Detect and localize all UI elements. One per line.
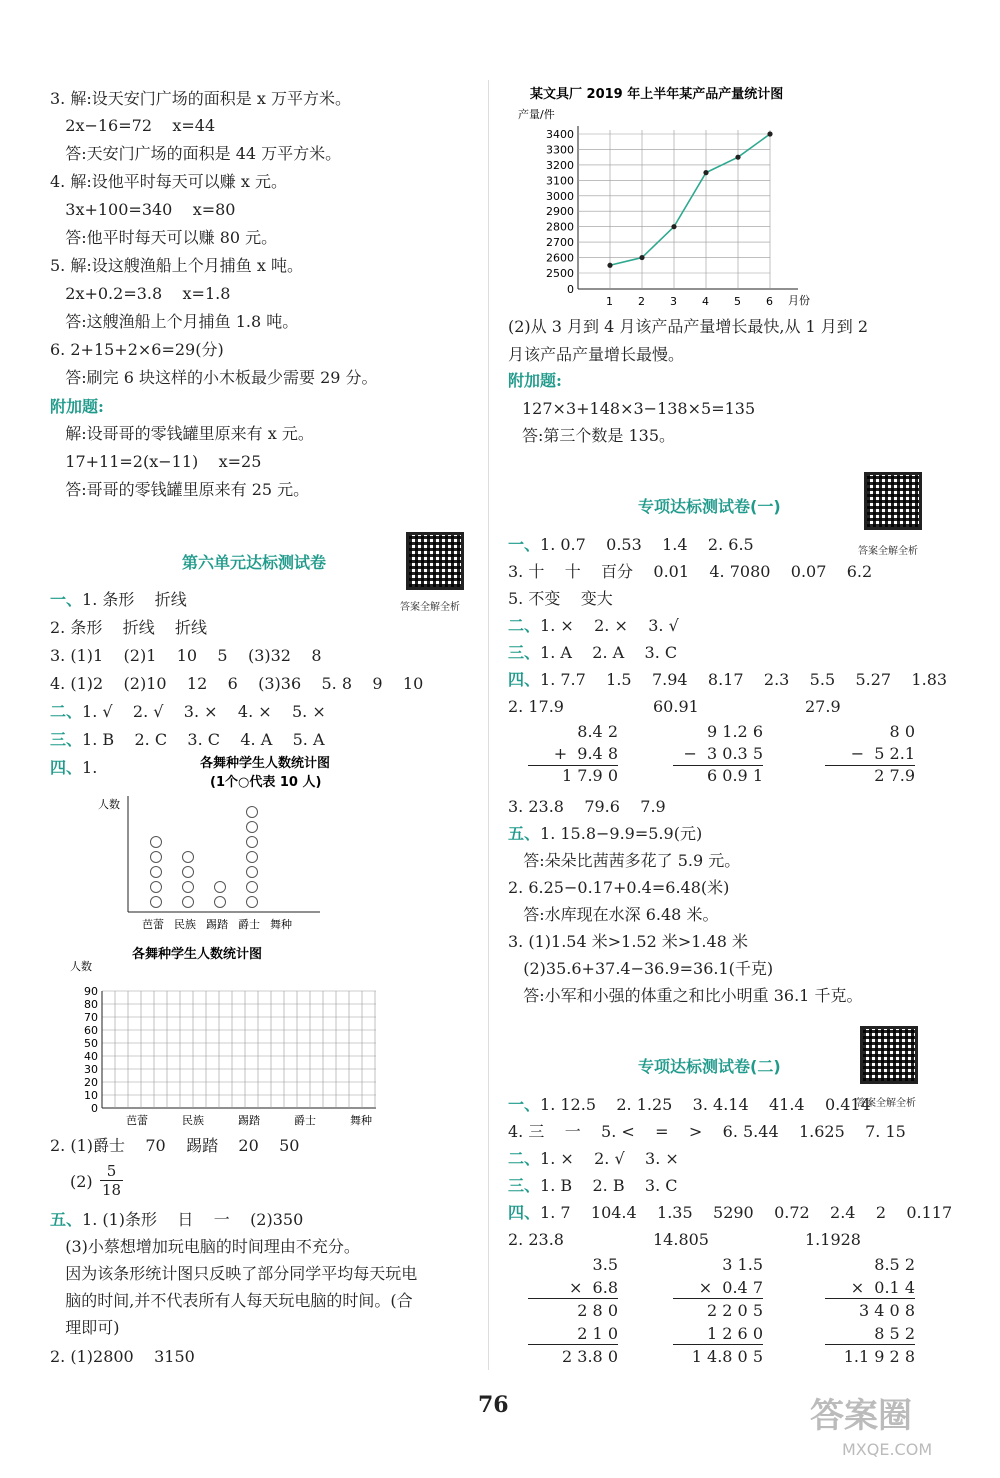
grid-category: 舞种	[350, 1114, 372, 1127]
line-chart-ytick: 2500	[546, 267, 574, 280]
right-answer-line: 五、1. 15.8−9.9=5.9(元)	[508, 824, 703, 843]
left-answer-line: 解:设哥哥的零钱罐里原来有 x 元。	[50, 424, 314, 443]
right-answer-line: 一、1. 0.7 0.53 1.4 2. 6.5	[508, 535, 754, 554]
left-answer-line: 答:他平时每天可以赚 80 元。	[50, 228, 278, 247]
pictograph-circle	[183, 852, 194, 863]
left-answer-line: 答:这艘渔船上个月捕鱼 1.8 吨。	[50, 312, 299, 331]
grid-ytick: 60	[84, 1024, 98, 1037]
right-answer-line: 2. 6.25−0.17+0.4=6.48(米)	[508, 878, 730, 897]
right-answer-line: 127×3+148×3−138×5=135	[522, 399, 756, 418]
right-answer-line: 四、1. 7.7 1.5 7.94 8.17 2.3 5.5 5.27 1.83	[508, 670, 948, 689]
pictograph-subtitle: (1个○代表 10 人)	[210, 775, 322, 790]
fujia-heading-right: 附加题:	[508, 371, 562, 390]
pictograph-circle	[247, 882, 258, 893]
right-answer-line: 3. 十 十 百分 0.01 4. 7080 0.07 6.2	[508, 562, 873, 581]
right-answer-line: 答:小军和小强的体重之和比小明重 36.1 千克。	[508, 986, 863, 1005]
calc-rule	[673, 1344, 763, 1345]
line-chart-xtick: 3	[670, 295, 677, 307]
calc-rule	[528, 1344, 618, 1345]
left-answer-line: 2x−16=72 x=44	[50, 116, 216, 135]
pictograph-circle	[183, 882, 194, 893]
right-answer-line: 1.1928	[805, 1230, 861, 1249]
fujia-heading: 附加题:	[50, 397, 104, 416]
vertical-calc-row: 8.5 2	[874, 1255, 915, 1274]
left-answer-line: 4. (1)2 (2)10 12 6 (3)36 5. 8 9 10	[50, 674, 424, 693]
line-chart-point	[767, 131, 772, 136]
column-divider	[488, 80, 489, 1370]
calc-rule	[673, 765, 763, 766]
grid-category: 踢踏	[238, 1114, 260, 1127]
line-chart-point	[703, 170, 708, 175]
line-chart-point	[671, 224, 676, 229]
pictograph-circle	[247, 897, 258, 908]
qr-label-test1: 答案全解全析	[858, 546, 918, 557]
right-answer-line: 三、1. B 2. B 3. C	[508, 1176, 678, 1195]
right-answer-line: 14.805	[653, 1230, 709, 1249]
right-answer-line: 一、1. 12.5 2. 1.25 3. 4.14 41.4 0.414	[508, 1095, 871, 1114]
vertical-calc-row: 3 1.5	[722, 1255, 763, 1274]
left-answer-line: 5. 解:设这艘渔船上个月捕鱼 x 吨。	[50, 256, 303, 275]
left-answer-line: 2. 条形 折线 折线	[50, 618, 208, 637]
left-answer-line: (2)	[70, 1172, 93, 1191]
right-answer-line: 三、1. A 2. A 3. C	[508, 643, 678, 662]
left-answer-line: 17+11=2(x−11) x=25	[50, 452, 262, 471]
vertical-calc-row: 8.4 2	[577, 722, 618, 741]
vertical-calc-row: 3 4 0 8	[859, 1301, 915, 1320]
line-chart-ytick: 3000	[546, 189, 574, 203]
pictograph-category: 民族	[174, 918, 196, 931]
pictograph-circle	[215, 882, 226, 893]
grid-ytick: 20	[84, 1076, 98, 1089]
calc-rule	[825, 1298, 915, 1299]
calc-rule	[528, 1298, 618, 1299]
line-chart-ytick: 2800	[546, 220, 574, 234]
grid-category: 爵士	[294, 1114, 316, 1127]
line-chart-xtick: 4	[702, 295, 709, 307]
fraction-numerator: 5	[106, 1162, 117, 1180]
pictograph-circle	[247, 852, 258, 863]
line-chart-ytick: 2600	[546, 251, 574, 265]
vertical-calc-row: 3.5	[592, 1255, 618, 1274]
grid-ytick: 90	[84, 985, 98, 998]
line-chart-point	[735, 155, 740, 160]
left-answer-line: 二、1. √ 2. √ 3. × 4. × 5. ×	[50, 702, 326, 721]
grid-ytick: 30	[84, 1063, 98, 1076]
bar-grid-chart	[50, 942, 390, 1132]
pictograph-chart	[90, 752, 350, 932]
right-answer-line: 答:第三个数是 135。	[522, 426, 676, 445]
line-chart-point	[639, 255, 644, 260]
pictograph-circle	[247, 837, 258, 848]
vertical-calc-row: + 9.4 8	[553, 744, 618, 763]
line-chart-series	[610, 134, 770, 265]
left-answer-line: 一、1. 条形 折线	[50, 590, 187, 609]
left-answer-line: 4. 解:设他平时每天可以赚 x 元。	[50, 172, 287, 191]
left-answer-line: 答:哥哥的零钱罐里原来有 25 元。	[50, 480, 310, 499]
line-chart-ytick: 3300	[546, 143, 574, 157]
vertical-calc-row: 1 7.9 0	[562, 766, 618, 785]
right-answer-line: 四、1. 7 104.4 1.35 5290 0.72 2.4 2 0.117	[508, 1203, 953, 1222]
grid-ytick: 80	[84, 998, 98, 1011]
left-answer-line: (3)小蔡想增加玩电脑的时间理由不充分。	[50, 1237, 360, 1256]
bar-grid-title: 各舞种学生人数统计图	[132, 947, 263, 962]
unit6-title: 第六单元达标测试卷	[182, 553, 327, 572]
grid-ytick: 70	[84, 1011, 98, 1024]
vertical-calc-row: 2 1 0	[577, 1324, 618, 1343]
watermark-logo: 答案圈	[810, 1396, 912, 1436]
grid-category: 民族	[182, 1114, 204, 1127]
left-answer-line: 2. (1)爵士 70 踢踏 20 50	[50, 1136, 300, 1155]
vertical-calc-row: 2 3.8 0	[562, 1347, 618, 1366]
fraction-denominator: 18	[102, 1181, 122, 1199]
left-answer-line: 3x+100=340 x=80	[50, 200, 236, 219]
calc-rule	[673, 1298, 763, 1299]
left-answer-line: 2x+0.2=3.8 x=1.8	[50, 284, 231, 303]
right-answer-line: 60.91	[653, 697, 699, 716]
line-chart-xlabel: 月份	[788, 294, 810, 307]
qr-code-test2[interactable]	[860, 1026, 918, 1084]
left-answer-line: 四、1.	[50, 758, 98, 777]
line-chart-ytick: 2700	[546, 236, 574, 250]
qr-code[interactable]	[406, 532, 464, 590]
right-answer-line: 3. (1)1.54 米>1.52 米>1.48 米	[508, 932, 748, 951]
vertical-calc-row: 8 5 2	[874, 1324, 915, 1343]
pictograph-circle	[151, 882, 162, 893]
right-answer-line: 2. 17.9	[508, 697, 564, 716]
line-chart-xtick: 5	[734, 295, 741, 307]
right-answer-line: 27.9	[805, 697, 841, 716]
right-answer-line: 3. 23.8 79.6 7.9	[508, 797, 666, 816]
left-answer-line: 答:刷完 6 块这样的小木板最少需要 29 分。	[50, 368, 378, 387]
vertical-calc-row: 8 0	[889, 722, 915, 741]
qr-label: 答案全解全析	[400, 602, 460, 613]
bar-grid-ylabel: 人数	[70, 960, 92, 973]
pictograph-circle	[183, 867, 194, 878]
vertical-calc-row: 1 2 6 0	[707, 1324, 763, 1343]
qr-code-test1[interactable]	[864, 472, 922, 530]
grid-category: 芭蕾	[126, 1114, 148, 1127]
pictograph-circle	[151, 837, 162, 848]
pictograph-category: 舞种	[270, 918, 292, 931]
vertical-calc-row: 1.1 9 2 8	[843, 1347, 915, 1366]
vertical-calc-row: 2 7.9	[874, 766, 915, 785]
left-answer-line: 2. (1)2800 3150	[50, 1347, 195, 1366]
page-number: 76	[478, 1392, 509, 1418]
vertical-calc-row: 6 0.9 1	[707, 766, 763, 785]
left-answer-line: 3. (1)1 (2)1 10 5 (3)32 8	[50, 646, 322, 665]
vertical-calc-row: 9 1.2 6	[707, 722, 763, 741]
vertical-calc-row: × 0.1 4	[850, 1278, 915, 1297]
left-answer-line: 3. 解:设天安门广场的面积是 x 万平方米。	[50, 89, 351, 108]
qr-label-test2: 答案全解全析	[856, 1098, 916, 1109]
right-answer-line: 二、1. × 2. × 3. √	[508, 616, 679, 635]
right-answer-line: 2. 23.8	[508, 1230, 564, 1249]
pictograph-category: 芭蕾	[142, 918, 164, 931]
pictograph-circle	[151, 852, 162, 863]
grid-ytick: 0	[91, 1102, 98, 1115]
left-answer-line: 脑的时间,并不代表所有人每天玩电脑的时间。(合	[50, 1291, 413, 1310]
vertical-calc-row: 2 2 0 5	[707, 1301, 763, 1320]
test2-title: 专项达标测试卷(二)	[638, 1057, 781, 1076]
vertical-calc-row: − 3 0.3 5	[683, 744, 763, 763]
pictograph-category: 踢踏	[206, 918, 228, 931]
right-answer-line: 月该产品产量增长最慢。	[508, 345, 685, 364]
line-chart-xtick: 6	[766, 295, 773, 307]
line-chart-ytick: 3400	[546, 128, 574, 141]
vertical-calc-row: × 0.4 7	[698, 1278, 763, 1297]
line-chart-ytick: 3200	[546, 158, 574, 172]
pictograph-circle	[215, 897, 226, 908]
right-answer-line: 答:水库现在水深 6.48 米。	[508, 905, 719, 924]
pictograph-ylabel: 人数	[98, 798, 120, 811]
line-chart	[508, 82, 848, 307]
left-answer-line: 答:天安门广场的面积是 44 万平方米。	[50, 144, 342, 163]
grid-ytick: 40	[84, 1050, 98, 1063]
pictograph-title: 各舞种学生人数统计图	[200, 756, 331, 771]
line-chart-ylabel: 产量/件	[518, 108, 555, 121]
grid-ytick: 10	[84, 1089, 98, 1102]
pictograph-circle	[247, 822, 258, 833]
line-chart-xtick: 1	[606, 295, 613, 307]
line-chart-point	[607, 263, 612, 268]
fraction	[100, 1162, 123, 1199]
pictograph-circle	[247, 807, 258, 818]
left-answer-line: 6. 2+15+2×6=29(分)	[50, 340, 224, 359]
calc-rule	[825, 765, 915, 766]
vertical-calc-row: × 6.8	[568, 1278, 618, 1297]
line-chart-ytick: 3100	[546, 174, 574, 188]
calc-rule	[528, 765, 618, 766]
right-answer-line: 答:朵朵比茜茜多花了 5.9 元。	[508, 851, 741, 870]
vertical-calc-row: 1 4.8 0 5	[691, 1347, 763, 1366]
vertical-calc-row: 2 8 0	[577, 1301, 618, 1320]
right-answer-line: (2)从 3 月到 4 月该产品产量增长最快,从 1 月到 2	[508, 317, 869, 336]
line-chart-ytick: 2900	[546, 205, 574, 219]
pictograph-category: 爵士	[238, 918, 260, 931]
left-answer-line: 因为该条形统计图只反映了部分同学平均每天玩电	[50, 1264, 418, 1283]
grid-ytick: 50	[84, 1037, 98, 1050]
line-chart-xtick: 2	[638, 295, 645, 307]
left-answer-line: 五、1. (1)条形 日 一 (2)350	[50, 1210, 304, 1229]
line-chart-title: 某文具厂 2019 年上半年某产品产量统计图	[530, 87, 784, 102]
calc-rule	[825, 1344, 915, 1345]
vertical-calc-row: − 5 2.1	[850, 744, 915, 763]
left-answer-line: 理即可)	[50, 1318, 120, 1337]
pictograph-circle	[183, 897, 194, 908]
pictograph-circle	[151, 897, 162, 908]
pictograph-circle	[151, 867, 162, 878]
pictograph-circle	[247, 867, 258, 878]
right-answer-line: 4. 三 一 5. < = > 6. 5.44 1.625 7. 15	[508, 1122, 906, 1141]
right-answer-line: 二、1. × 2. √ 3. ×	[508, 1149, 679, 1168]
line-chart-ytick: 0	[567, 283, 574, 296]
watermark-url: MXQE.COM	[842, 1440, 933, 1459]
left-answer-line: 三、1. B 2. C 3. C 4. A 5. A	[50, 730, 325, 749]
right-answer-line: 5. 不变 变大	[508, 589, 613, 608]
right-answer-line: (2)35.6+37.4−36.9=36.1(千克)	[508, 959, 774, 978]
test1-title: 专项达标测试卷(一)	[638, 497, 781, 516]
